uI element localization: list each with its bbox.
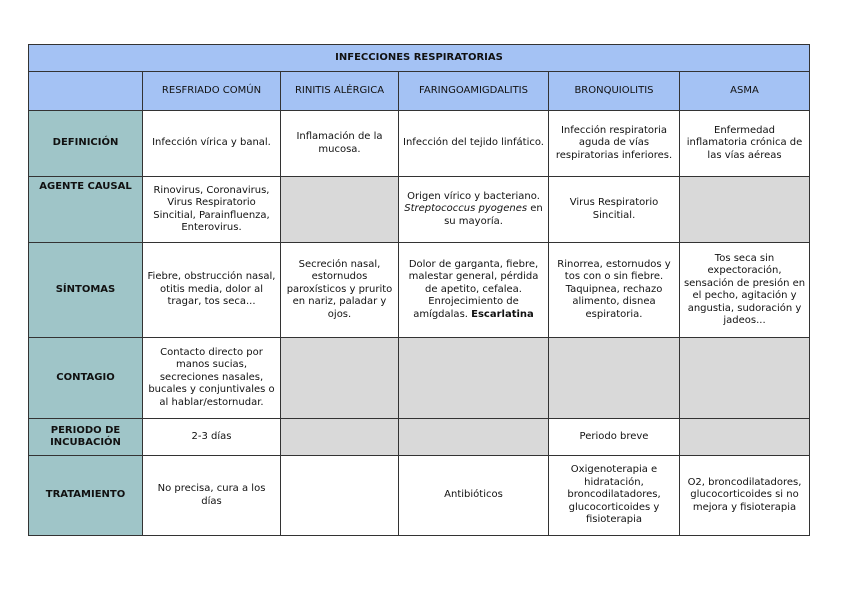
cell-agente-bronquiolitis: Virus Respiratorio Sincitial. — [549, 177, 680, 243]
agente-faringo-streptococcus: Streptococcus pyogenes — [404, 203, 528, 215]
column-header-bronquiolitis: BRONQUIOLITIS — [549, 72, 680, 111]
cell-contagio-bronquiolitis-empty — [549, 338, 680, 419]
cell-definicion-rinitis: Inflamación de la mucosa. — [281, 111, 399, 177]
row-label-contagio: CONTAGIO — [29, 338, 143, 419]
cell-contagio-rinitis-empty — [281, 338, 399, 419]
row-label-agente: AGENTE CAUSAL — [29, 177, 143, 243]
row-agente — [29, 177, 810, 243]
agente-faringo-origen: Origen vírico y bacteriano. — [407, 190, 540, 202]
cell-tratamiento-rinitis-empty — [281, 456, 399, 536]
sintomas-faringo-text: Dolor de garganta, fiebre, malestar general, pérdida de apetito, cefalea. Enrojecimiento de amígdalas. — [408, 258, 539, 320]
row-label-incubacion: PERIODO DE INCUBACIÓN — [29, 419, 143, 456]
cell-sintomas-asma: Tos seca sin expectoración, sensación de presión en el pecho, agitación y angustia, sudoración y jadeos... — [680, 243, 810, 338]
column-header-resfriado: RESFRIADO COMÚN — [143, 72, 281, 111]
row-tratamiento — [29, 456, 810, 536]
corner-cell — [29, 72, 143, 111]
row-incubacion — [29, 419, 810, 456]
row-label-tratamiento: TRATAMIENTO — [29, 456, 143, 536]
cell-tratamiento-resfriado: No precisa, cura a los días — [143, 456, 281, 536]
cell-contagio-faringo-empty — [399, 338, 549, 419]
cell-tratamiento-bronquiolitis: Oxigenoterapia e hidratación, broncodilatadores, glucocorticoides y fisioterapia — [549, 456, 680, 536]
row-label-definicion: DEFINICIÓN — [29, 111, 143, 177]
sintomas-faringo-escarlatina: Escarlatina — [471, 308, 534, 320]
row-sintomas — [29, 243, 810, 338]
agente-faringo-mayoria: en su mayoría. — [444, 203, 543, 227]
cell-agente-faringo — [399, 177, 549, 243]
cell-tratamiento-asma: O2, broncodilatadores, glucocorticoides si no mejora y fisioterapia — [680, 456, 810, 536]
column-header-faringoamigdalitis: FARINGOAMIGDALITIS — [399, 72, 549, 111]
cell-agente-rinitis-empty — [281, 177, 399, 243]
cell-incubacion-asma-empty — [680, 419, 810, 456]
cell-sintomas-resfriado: Fiebre, obstrucción nasal, otitis media, dolor al tragar, tos seca... — [143, 243, 281, 338]
cell-incubacion-rinitis-empty — [281, 419, 399, 456]
cell-incubacion-bronquiolitis: Periodo breve — [549, 419, 680, 456]
cell-definicion-faringo: Infección del tejido linfático. — [399, 111, 549, 177]
header-row — [29, 72, 810, 111]
cell-sintomas-rinitis: Secreción nasal, estornudos paroxísticos y prurito en nariz, paladar y ojos. — [281, 243, 399, 338]
cell-definicion-bronquiolitis: Infección respiratoria aguda de vías respiratorias inferiores. — [549, 111, 680, 177]
cell-contagio-resfriado: Contacto directo por manos sucias, secreciones nasales, bucales y conjuntivales o al hablar/estornudar. — [143, 338, 281, 419]
row-contagio — [29, 338, 810, 419]
cell-agente-resfriado: Rinovirus, Coronavirus, Virus Respiratorio Sincitial, Parainfluenza, Enterovirus. — [143, 177, 281, 243]
cell-agente-asma-empty — [680, 177, 810, 243]
cell-definicion-asma: Enfermedad inflamatoria crónica de las vías aéreas — [680, 111, 810, 177]
table-title: INFECCIONES RESPIRATORIAS — [29, 45, 810, 72]
cell-definicion-resfriado: Infección vírica y banal. — [143, 111, 281, 177]
row-definicion — [29, 111, 810, 177]
cell-tratamiento-faringo: Antibióticos — [399, 456, 549, 536]
cell-sintomas-faringo — [399, 243, 549, 338]
cell-incubacion-faringo-empty — [399, 419, 549, 456]
infecciones-table — [28, 44, 810, 536]
cell-sintomas-bronquiolitis: Rinorrea, estornudos y tos con o sin fiebre. Taquipnea, rechazo alimento, disnea espiratoria. — [549, 243, 680, 338]
row-label-sintomas: SÍNTOMAS — [29, 243, 143, 338]
column-header-asma: ASMA — [680, 72, 810, 111]
column-header-rinitis: RINITIS ALÉRGICA — [281, 72, 399, 111]
title-row — [29, 45, 810, 72]
cell-incubacion-resfriado: 2-3 días — [143, 419, 281, 456]
cell-contagio-asma-empty — [680, 338, 810, 419]
